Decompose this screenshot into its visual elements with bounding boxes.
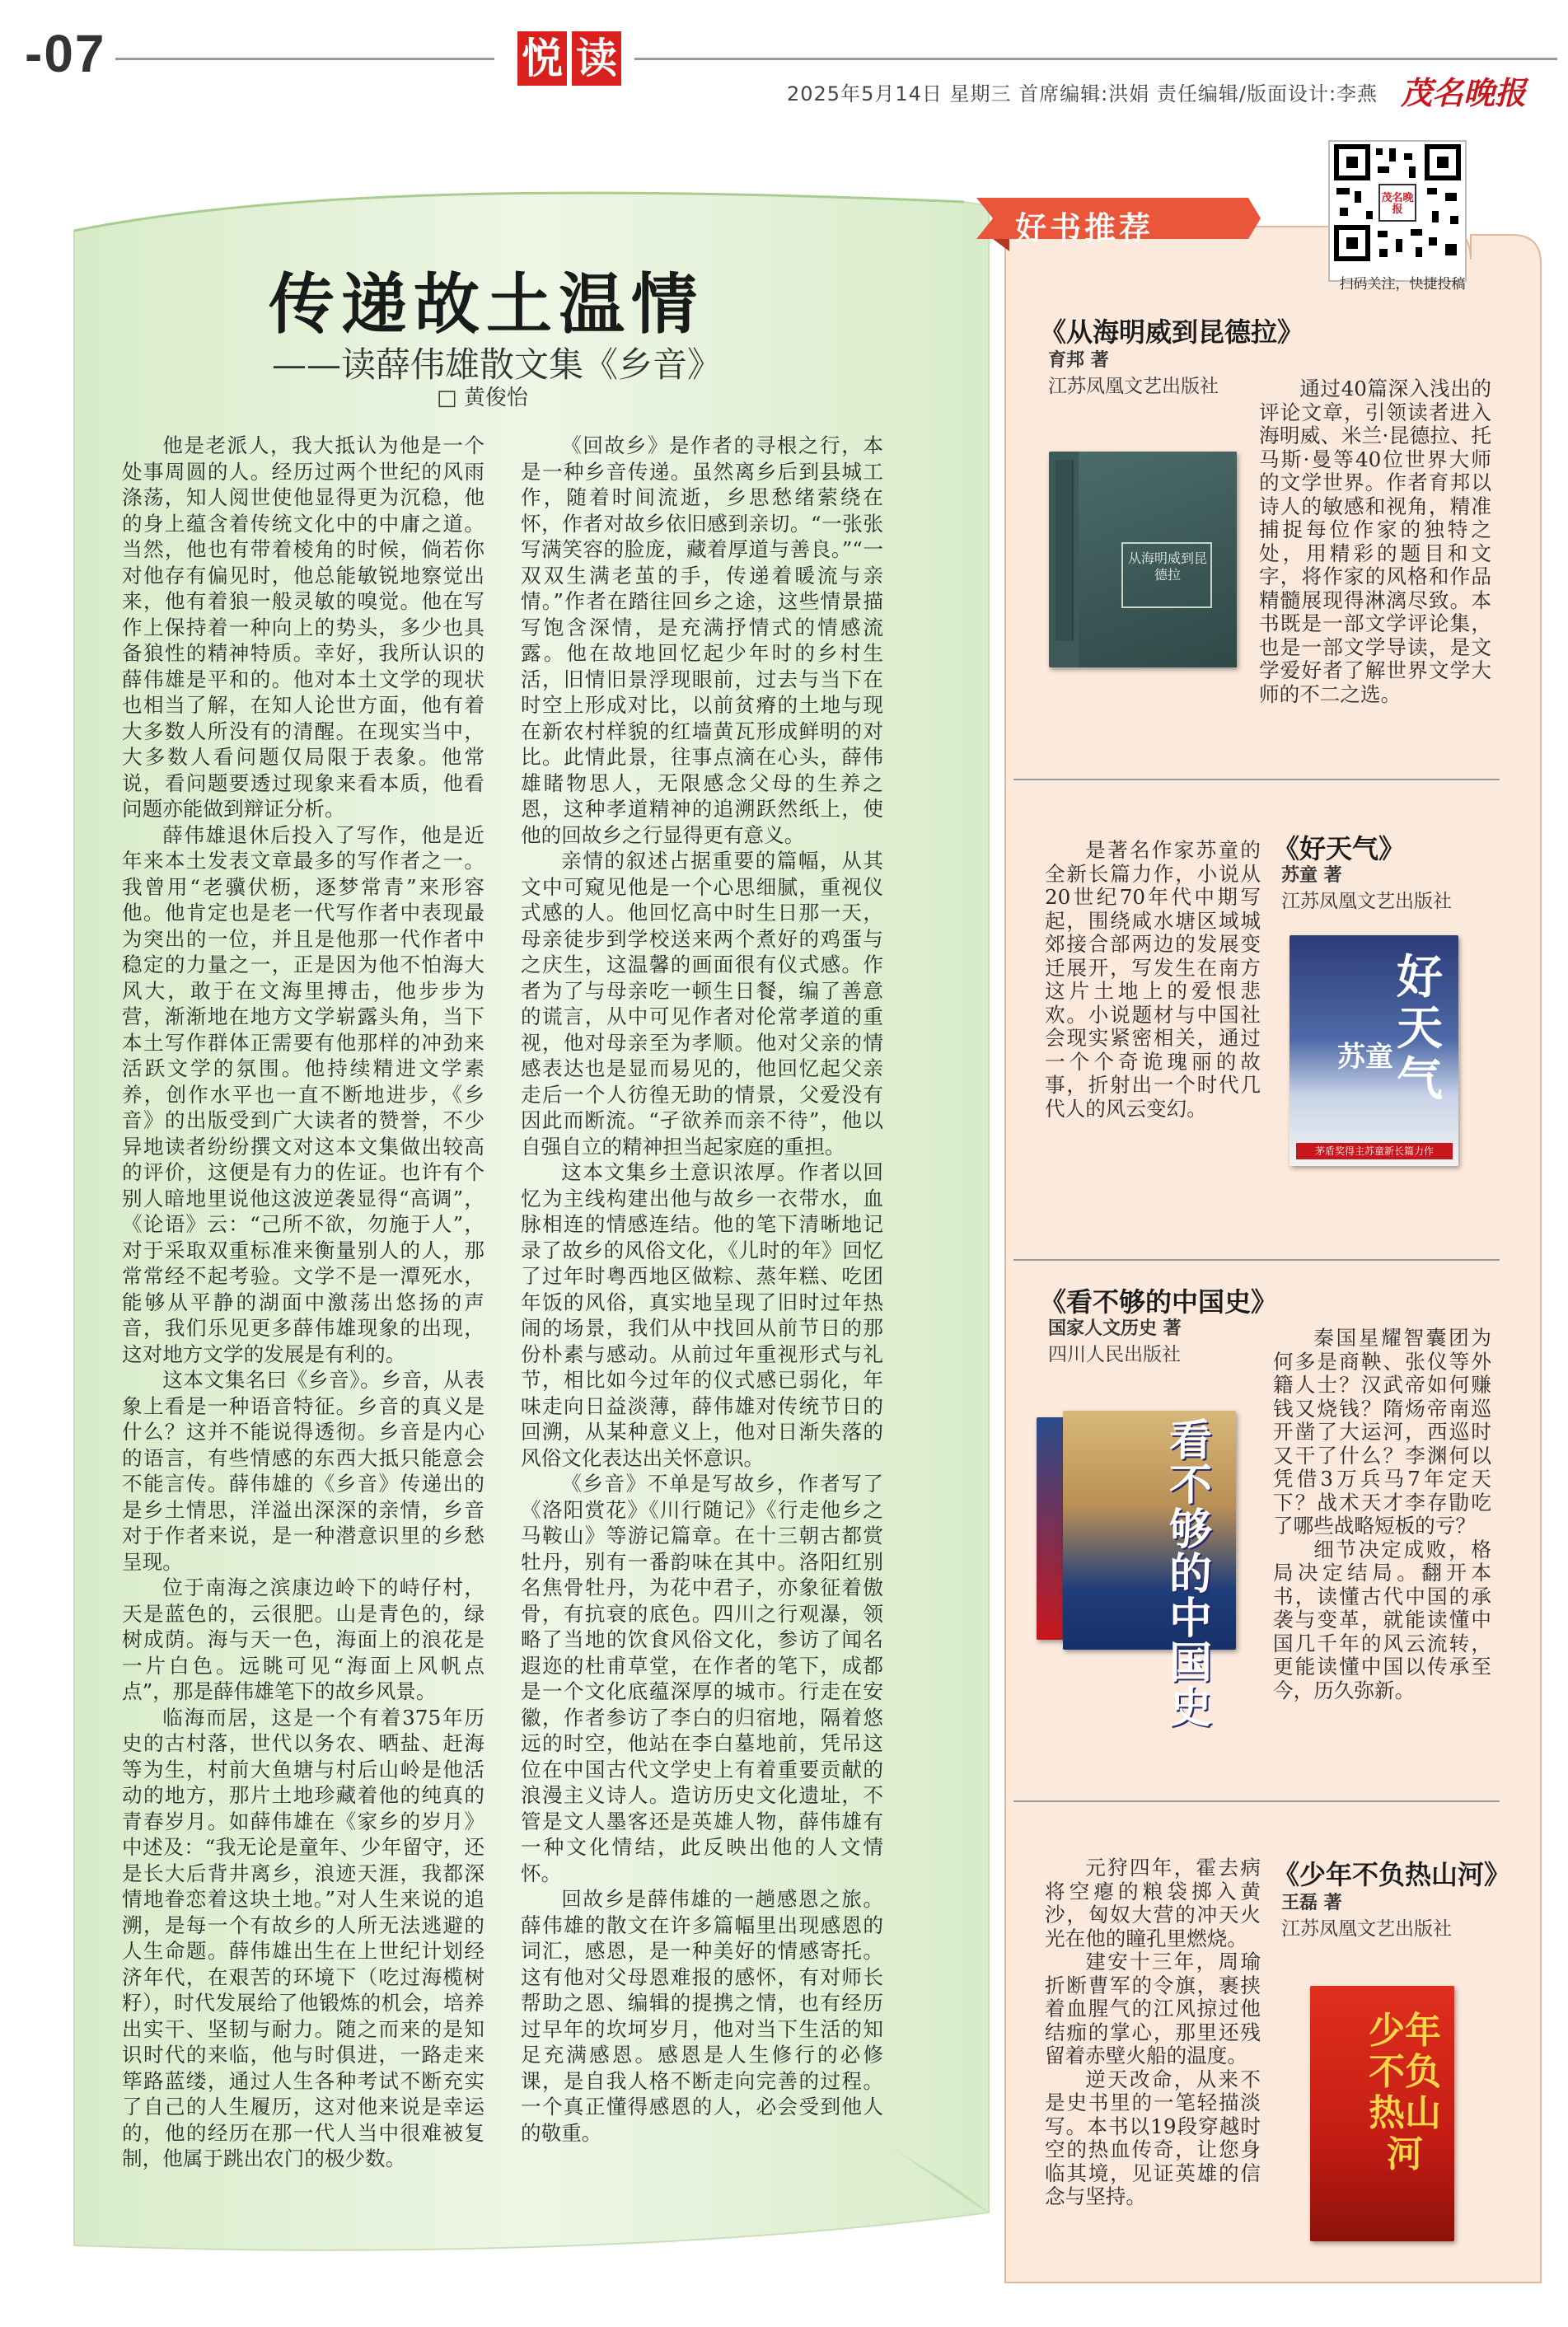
book-author: 王磊 著 — [1281, 1893, 1342, 1913]
book-title: 《好天气》 — [1273, 833, 1406, 864]
book-title: 《从海明威到昆德拉》 — [1040, 316, 1304, 348]
book-cover-title: 看不够的中国史 — [1168, 1416, 1212, 1733]
paragraph: 《乡音》不单是写故乡，作者写了《洛阳赏花》《川行随记》《行走他乡之马鞍山》等游记篇章。在十三朝古都赏牡丹，别有一番韵味在其中。洛阳红别名焦骨牡丹，为花中君子，亦象征着傲骨，有抗衰的底色。四川之行观瀑，领略了当地的饮食风俗文化，参访了闻名遐迩的杜甫草堂，在作者的笔下，成都是一个文化底蕴深厚的城市。行走在安徽，作者参访了李白的归宿地，隔着悠远的时空，他站在李白墓地前，凭吊这位在中国古代文学史上有着重要贡献的浪漫主义诗人。造访历史文化遗址，不管是文人墨客还是英雄人物，薛伟雄有一种文化情结，此反映出他的人文情怀。 — [521, 1472, 883, 1885]
newspaper-logo: 茂名晚报 — [1401, 74, 1527, 111]
article-column-1 — [122, 433, 484, 2180]
book-cover-title: 好天气 — [1397, 950, 1443, 1107]
book-description — [1045, 1856, 1261, 2248]
book-description — [1045, 839, 1261, 1226]
book-publisher: 四川人民出版社 — [1048, 1344, 1181, 1365]
paragraph: 他是老派人，我大抵认为他是一个处事周圆的人。经历过两个世纪的风雨涤荡，知人阅世使他显得更为沉稳，他的身上蕴含着传统文化中的中庸之道。当然，他也有带着棱角的时候，倘若你对他存有偏见时，他总能敏锐地察觉出来，他有着狼一般灵敏的嗅觉。他在写作上保持着一种向上的势头，多少也具备狼性的精神特质。幸好，我所认识的薛伟雄是平和的。他对本土文学的现状也相当了解，在知人论世方面，他有着大多数人所没有的清醒。在现实当中，大多数人看问题仅局限于表象。他常说，看问题要透过现象来看本质，他看问题亦能做到辩证分析。 — [122, 433, 484, 821]
article-subtitle: ——读薛伟雄散文集《乡音》 — [272, 344, 723, 385]
book-cover-title: 从海明威到昆德拉 — [1127, 550, 1207, 583]
book-cover — [1310, 1986, 1454, 2241]
paragraph: 是著名作家苏童的全新长篇力作，小说从20世纪70年代中期写起，围绕咸水塘区域城郊接合部两边的发展变迁展开，写发生在南方这片土地上的爱恨悲欢。小说题材与中国社会现实紧密相关，通过一个个奇诡瑰丽的故事，折射出一个时代几代人的风云变幻。 — [1045, 838, 1261, 1121]
article-column-2 — [521, 433, 883, 2180]
book-publisher: 江苏凤凰文艺出版社 — [1048, 376, 1219, 397]
book-title: 《少年不负热山河》 — [1273, 1859, 1511, 1890]
divider — [1013, 779, 1500, 780]
paragraph: 这本文集名曰《乡音》。乡音，从表象上看是一种语音特征。乡音的真义是什么？这并不能说得透彻。乡音是内心的语言，有些情感的东西大抵只能意会不能言传。薛伟雄的《乡音》传递出的是乡土情思，洋溢出深深的亲情，乡音对于作者来说，是一种潜意识里的乡愁呈现。 — [122, 1368, 484, 1574]
book-description — [1273, 1327, 1491, 1767]
paragraph: 回故乡是薛伟雄的一趟感恩之旅。薛伟雄的散文在许多篇幅里出现感恩的词汇，感恩，是一种美好的情感寄托。这有他对父母恩难报的感怀，有对师长帮助之恩、编辑的提携之情，也有经历过早年的坎坷岁月，他对当下生活的知足充满感恩。感恩是人生修行的必修课，是自我人格不断走向完善的过程。一个真正懂得感恩的人，必会受到他人的敬重。 — [521, 1887, 883, 2145]
book-cover-author: 苏童 — [1337, 1041, 1393, 1074]
paragraph: 元狩四年，霍去病将空瘪的粮袋掷入黄沙，匈奴大营的冲天火光在他的瞳孔里燃烧。 — [1045, 1856, 1261, 1950]
divider — [1013, 1259, 1500, 1261]
book-title: 《看不够的中国史》 — [1040, 1286, 1278, 1318]
book-cover — [1049, 452, 1237, 667]
header-rule-right — [634, 58, 1557, 60]
qr-center-logo: 茂名晚报 — [1381, 192, 1414, 216]
column-name-char-1: 悦 — [517, 31, 567, 86]
page-number: -07 — [25, 24, 106, 83]
qr-caption: 扫码关注，快捷投稿 — [1339, 276, 1466, 293]
book-cover — [1290, 935, 1458, 1166]
book-author: 育邦 著 — [1048, 350, 1109, 371]
dateline: 2025年5月14日 星期三 首席编辑:洪娟 责任编辑/版面设计:李燕 — [787, 82, 1378, 105]
book-cover-tag: 茅盾奖得主苏童新长篇力作 — [1296, 1143, 1453, 1159]
book-cover — [1063, 1411, 1236, 1733]
divider — [1013, 1800, 1500, 1802]
article-title: 传递故土温情 — [269, 265, 704, 343]
paragraph: 《回故乡》是作者的寻根之行，本是一种乡音传递。虽然离乡后到县城工作，随着时间流逝，乡思愁绪萦绕在怀，作者对故乡依旧感到亲切。“一张张写满笑容的脸庞，藏着厚道与善良。”“一双双生满老茧的手，传递着暖流与亲情。”作者在踏往回乡之途，这些情景描写饱含深情，是充满抒情式的情感流露。他在故地回忆起少年时的乡村生活，旧情旧景浮现眼前，过去与当下在时空上形成对比，以前贫瘠的土地与现在新农村样貌的红墙黄瓦形成鲜明的对比。此情此景，往事点滴在心头，薛伟雄睹物思人，无限感念父母的生养之恩，这种孝道精神的追溯跃然纸上，使他的回故乡之行显得更有意义。 — [521, 433, 883, 847]
book-publisher: 江苏凤凰文艺出版社 — [1281, 1918, 1452, 1940]
column-name-char-2: 读 — [572, 31, 621, 86]
paragraph: 细节决定成败，格局决定结局。翻开本书，读懂古代中国的承袭与变革，就能读懂中国几千年的风云流转，更能读懂中国以传承至今，历久弥新。 — [1273, 1537, 1491, 1702]
paragraph: 薛伟雄退休后投入了写作，他是近年来本土发表文章最多的写作者之一。我曾用“老骥伏枥，逐梦常青”来形容他。他肯定也是老一代写作者中表现最为突出的一位，并且是他那一代作者中稳定的力量之一，正是因为他不怕海大风大，敢于在文海里搏击，他步步为营，渐渐地在地方文学崭露头角，当下本土写作群体正需要有他那样的冲劲来活跃文学的氛围。他持续精进文学素养，创作水平也一直不断地进步，《乡音》的出版受到广大读者的赞誉，不少异地读者纷纷撰文对这本文集做出较高的评价，这便是有力的佐证。也许有个别人暗地里说他这波逆袭显得“高调”，《论语》云：“己所不欲，勿施于人”，对于采取双重标准来衡量别人的人，那常常经不起考验。文学不是一潭死水，能够从平静的湖面中激荡出悠扬的声音，我们乐见更多薛伟雄现象的出现，这对地方文学的发展是有利的。 — [122, 822, 484, 1366]
paragraph: 位于南海之滨康边岭下的峙仔村，天是蓝色的，云很肥。山是青色的，绿树成荫。海与天一色，海面上的浪花是一片白色。远眺可见“海面上风帆点点”，那是薛伟雄笔下的故乡风景。 — [122, 1576, 484, 1703]
book-author: 苏童 著 — [1281, 865, 1342, 886]
paragraph: 通过40篇深入浅出的评论文章，引领读者进入海明威、米兰·昆德拉、托马斯·曼等40位世界大师的文学世界。作者育邦以诗人的敏感和视角，精准捕捉每位作家的独特之处，用精彩的题目和文字，将作家的风格和作品精髓展现得淋漓尽致。本书既是一部文学评论集，也是一部文学导读，是文学爱好者了解世界文学大师的不二之选。 — [1259, 377, 1491, 706]
book-description — [1259, 377, 1491, 740]
book-cover-title: 少年不负热山河 — [1369, 2010, 1441, 2175]
article-author: □ 黄俊怡 — [437, 386, 528, 410]
paragraph: 临海而居，这是一个有着375年历史的古村落，世代以务农、晒盐、赶海等为生，村前大鱼塘与村后山岭是他活动的地方，那片土地珍藏着他的纯真的青春岁月。如薛伟雄在《家乡的岁月》中述及：“我无论是童年、少年留守，还是长大后背井离乡，浪迹天涯，我都深情地眷恋着这块土地。”对人生来说的追溯，是每一个有故乡的人所无法逃避的人生命题。薛伟雄出生在上世纪计划经济年代，在艰苦的环境下（吃过海榄树籽），时代发展给了他锻炼的机会，培养出实干、坚韧与耐力。随之而来的是知识时代的来临，他与时俱进，一路走来筚路蓝缕，通过人生各种考试不断充实了自己的人生履历，这对他来说是幸运的，他的经历在那一代人当中很难被复制，他属于跳出农门的极少数。 — [122, 1705, 484, 2170]
section-label: 好书推荐 — [1015, 210, 1154, 246]
qr-code[interactable] — [1328, 140, 1467, 282]
paragraph: 亲情的叙述占据重要的篇幅，从其文中可窥见他是一个心思细腻，重视仪式感的人。他回忆高中时生日那一天，母亲徒步到学校送来两个煮好的鸡蛋与之庆生，这温馨的画面很有仪式感。作者为了与母亲吃一顿生日餐，编了善意的谎言，从中可见作者对伦常孝道的重视，他对母亲至为孝顺。他对父亲的情感表达也是显而易见的，他回忆起父亲走后一个人彷徨无助的情景，父爱没有因此而断流。“孑欲养而亲不待”，他以自强自立的精神担当起家庭的重担。 — [521, 849, 883, 1159]
paragraph: 秦国星耀智囊团为何多是商鞅、张仪等外籍人士？汉武帝如何赚钱又烧钱？隋炀帝南巡开凿了大运河，西巡时又干了什么？李渊何以凭借3万兵马7年定天下？战术天才李存勖吃了哪些战略短板的亏？ — [1273, 1326, 1491, 1538]
book-author: 国家人文历史 著 — [1048, 1318, 1182, 1339]
paragraph: 建安十三年，周瑜折断曹军的令旗，裹挟着血腥气的江风掠过他结痂的掌心，那里还残留着赤壁火船的温度。 — [1045, 1950, 1261, 2067]
book-publisher: 江苏凤凰文艺出版社 — [1281, 891, 1452, 912]
paragraph: 这本文集乡土意识浓厚。作者以回忆为主线构建出他与故乡一衣带水，血脉相连的情感连结。他的笔下清晰地记录了故乡的风俗文化，《儿时的年》回忆了过年时粤西地区做粽、蒸年糕、吃团年饭的风俗，真实地呈现了旧时过年热闹的场景，我们从中找回从前节日的那份朴素与感动。从前过年重视形式与礼节，相比如今过年的仪式感已弱化，年味走向日益淡薄，薛伟雄对传统节日的回溯，从某种意义上，他对日渐失落的风俗文化表达出关怀意识。 — [521, 1160, 883, 1470]
paragraph: 逆天改命，从来不是史书里的一笔轻描淡写。本书以19段穿越时空的热血传奇，让您身临其境，见证英雄的信念与坚持。 — [1045, 2067, 1261, 2208]
header-rule-left — [115, 58, 494, 60]
